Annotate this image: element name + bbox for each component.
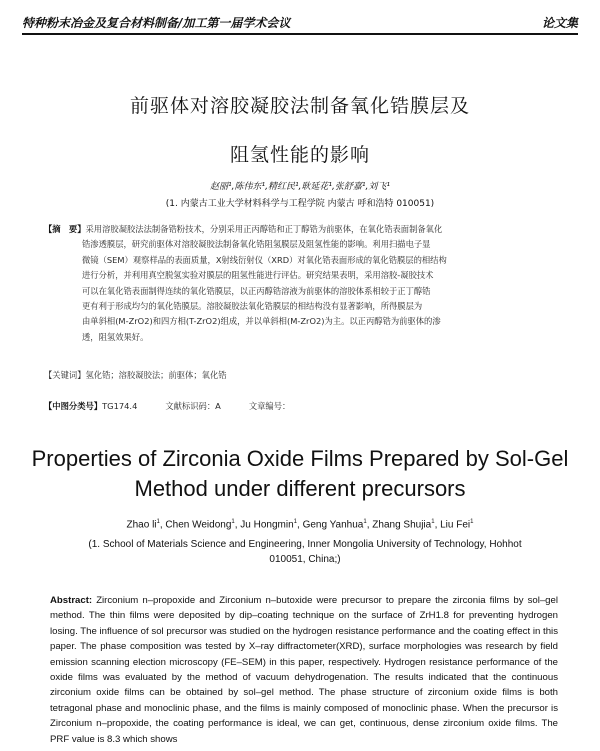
- english-abstract-text: Zirconium n–propoxide and Zirconium n–butoxide were precursor to prepare the zirconia films by sol–gel method. The thin films were deposited by dip–coating technique on the surface of ZrH1.8 for preventing hydrogen losing. The influence of sol precursor was studied on the hydrogen resistance performance and the coating effect in this paper. The phase composition was tested by X–ray diffractometer(XRD), surface morphologies was research by field emission scanning election microscopy (FE–SEM) in this paper, respectively. Hydrogen resistance performance of the oxide films was evaluated by the method of vacuum dehydrogenation. The results indicated that the continuous zirconium oxide films can be obtained by sol–gel method. The phase structure of zirconium oxide films is both tetragonal phase and monoclinic phase, and the films is mainly composed of monoclinic phase. When the precursor is Zirconium n–propoxide, the coating performance is ideal, we can get, continuous, dense zirconium oxide films. The PRF value is 8.3 which shows: [50, 595, 558, 745]
- document-code: 文献标识码：A: [165, 401, 221, 411]
- chinese-affiliation: (1. 内蒙古工业大学材料科学与工程学院 内蒙古 呼和浩特 010051): [165, 199, 435, 209]
- article-number: 文章编号：: [248, 401, 291, 411]
- chinese-abstract-line: 进行分析，并利用真空脱氢实验对膜层的阻氢性能进行评估。研究结果表明，采用溶胶-凝胶技术: [82, 270, 434, 281]
- english-title-line-1: Properties of Zirconia Oxide Films Prepared by Sol-Gel: [31, 446, 569, 471]
- header-section-label: 论文集: [541, 16, 578, 30]
- author-name: , Liu Fei: [434, 519, 471, 531]
- english-abstract-label: Abstract:: [50, 595, 93, 606]
- english-title-line-2: Method under different precursors: [134, 476, 466, 501]
- author-affiliation-mark: 1: [363, 519, 367, 525]
- running-header: [22, 14, 578, 35]
- author-name: , Zhang Shujia: [366, 519, 432, 531]
- english-authors: [0, 519, 600, 530]
- chinese-title-line-1: 前驱体对溶胶凝胶法制备氧化锆膜层及: [129, 95, 470, 117]
- chinese-abstract-line: 由单斜相(M-ZrO2)和四方相(T-ZrO2)组成，并以单斜相(M-ZrO2)为主。以正丙醇锆为前驱体的渗: [82, 316, 441, 327]
- chinese-authors: 赵丽¹,陈伟东¹,精红民¹,耿延花¹,张舒嘉¹,刘飞¹: [210, 182, 390, 192]
- classification-label: 【中图分类号】: [44, 401, 103, 411]
- author-affiliation-mark: 1: [470, 519, 474, 525]
- chinese-abstract: [44, 222, 560, 345]
- chinese-abstract-line: 锆渗透膜层，研究前驱体对溶胶凝胶法制备氧化锆阻氢膜层及阻氢性能的影响。利用扫描电子显: [82, 239, 431, 250]
- classification-value: TG174.4: [102, 401, 138, 411]
- chinese-abstract-line: 可以在氧化锆表面制得连续的氧化锆膜层，以正丙醇锆溶液为前驱体的溶胶体系相较于正丁醇锆: [82, 285, 431, 296]
- author-affiliation-mark: 1: [293, 519, 298, 525]
- header-conference-name: 特种粉末冶金及复合材料制备/加工第一届学术会议: [22, 16, 291, 30]
- author-affiliation-mark: 1: [231, 519, 235, 525]
- chinese-abstract-first-line: 采用溶胶凝胶法法制备锆粉技术，分别采用正丙醇锆和正丁醇锆为前驱体，在氧化锆表面制备氧化: [85, 224, 443, 234]
- author-affiliation-mark: 1: [431, 519, 435, 525]
- english-title: [0, 444, 600, 504]
- author-name: , Chen Weidong: [159, 519, 232, 531]
- author-name: , Ju Hongmin: [234, 519, 294, 531]
- chinese-abstract-line: 微镜（SEM）观察样品的表面质量，X射线衍射仪（XRD）对氧化锆表面形成的氧化锆膜层的相结构: [82, 254, 447, 265]
- chinese-title-line-2: 阻氢性能的影响: [229, 144, 370, 166]
- chinese-abstract-label: 【摘 要】: [44, 224, 86, 234]
- author-name: , Geng Yanhua: [297, 519, 364, 531]
- chinese-keywords: 【关键词】氢化锆；溶胶凝胶法；前驱体；氧化锆: [44, 370, 227, 380]
- chinese-classification-line: [44, 400, 564, 412]
- chinese-abstract-line: 更有利于形成均匀的氧化锆膜层。溶胶凝胶法氧化锆膜层的相结构没有显著影响，所得膜层为: [82, 301, 423, 312]
- english-affiliation: (1. School of Materials Science and Engineering, Inner Mongolia University of Technology, Hohhot 010051, China;): [88, 539, 522, 565]
- author-affiliation-mark: 1: [156, 519, 160, 525]
- english-abstract: [50, 593, 558, 747]
- chinese-abstract-line: 透，阻氢效果好。: [82, 331, 149, 342]
- author-name: Zhao li: [126, 519, 157, 531]
